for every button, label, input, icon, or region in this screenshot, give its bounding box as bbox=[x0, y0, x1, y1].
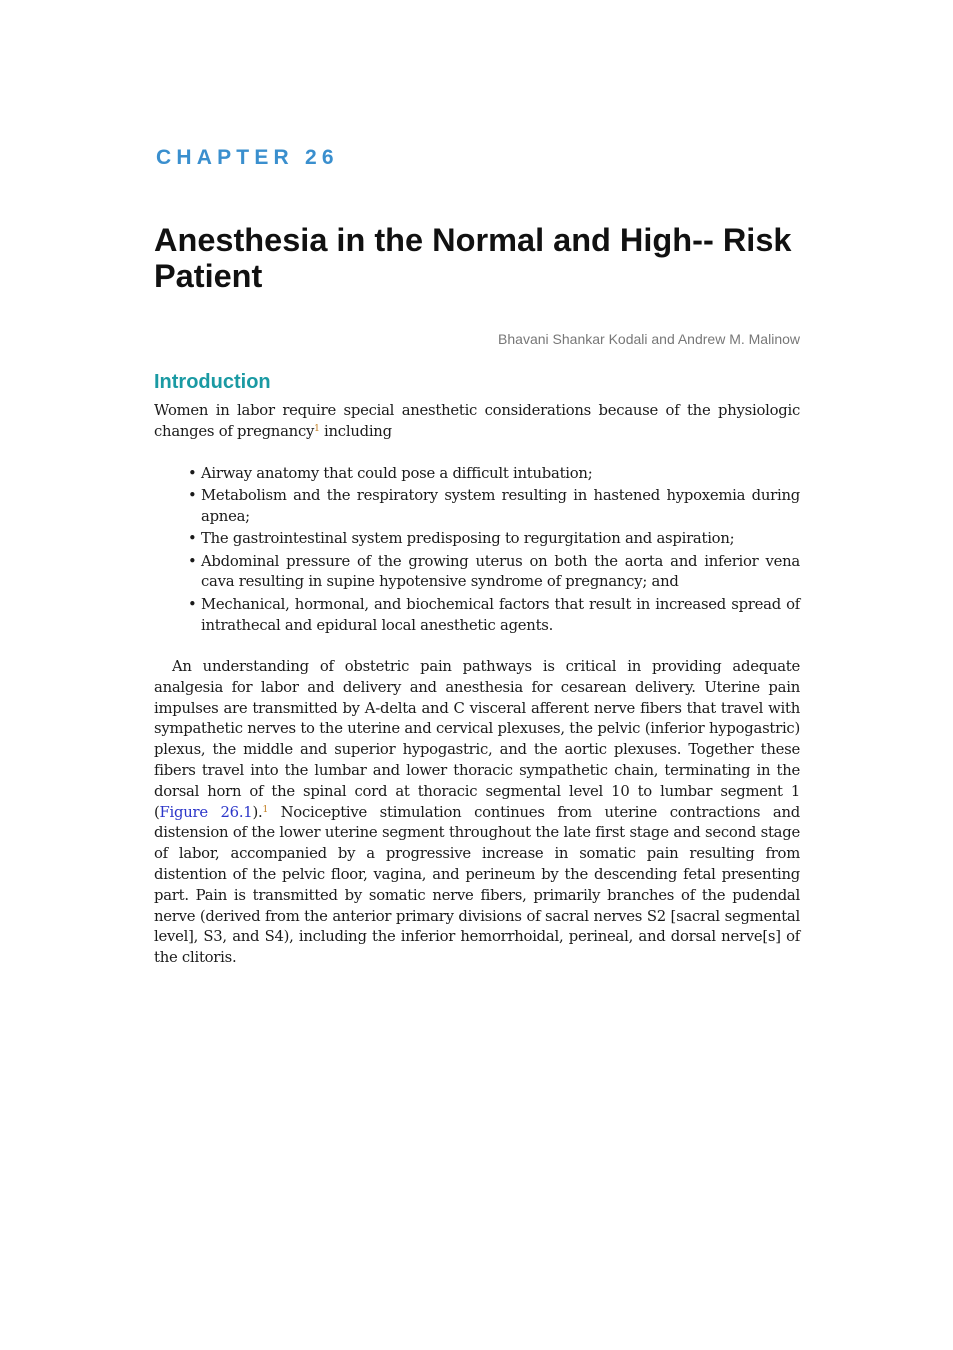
intro-text: Women in labor require special anesthetic considerations because of the physiologic changes of pregnancy bbox=[154, 402, 800, 440]
chapter-label: CHAPTER 26 bbox=[156, 146, 339, 169]
figure-link[interactable]: Figure 26.1 bbox=[159, 803, 253, 821]
bullet-icon: • bbox=[188, 552, 197, 570]
intro-tail: including bbox=[319, 422, 392, 440]
list-item-text: The gastrointestinal system predisposing to regurgitation and aspiration; bbox=[201, 530, 735, 548]
list-item bbox=[188, 595, 800, 637]
reference-superscript[interactable]: 1 bbox=[314, 423, 320, 434]
list-item-text: Abdominal pressure of the growing uterus on both the aorta and inferior vena cava resulting in supine hypotensive syndrome of pregnancy; and bbox=[201, 552, 800, 591]
chapter-authors: Bhavani Shankar Kodali and Andrew M. Malinow bbox=[498, 331, 800, 347]
list-item-text: Mechanical, hormonal, and biochemical factors that result in increased spread of intrathecal and epidural local anesthetic agents. bbox=[201, 595, 800, 634]
bullet-icon: • bbox=[188, 465, 197, 482]
bullet-list bbox=[188, 464, 800, 638]
intro-paragraph bbox=[154, 401, 800, 443]
bullet-icon: • bbox=[188, 530, 197, 548]
bullet-icon: • bbox=[188, 487, 197, 505]
paragraph-text: An understanding of obstetric pain pathways is critical in providing adequate analgesia for labor and delivery and anesthesia for cesarean delivery. Uterine pain impulses are transmitted by A-delta and C visceral afferent nerve fibers that travel with sympathetic nerves to the uterine and cervical plexuses, the pelvic (inferior hypogastric) plexus, the middle and superior hypogastric, and the aortic plexuses. Together these fibers travel into the lumbar and lower thoracic sympathetic chain, terminating in the dorsal horn of the spinal cord at thoracic segmental level 10 to lumbar segment 1 ( bbox=[154, 658, 800, 821]
list-item bbox=[188, 486, 800, 528]
section-heading-introduction: Introduction bbox=[154, 371, 271, 393]
list-item bbox=[188, 529, 800, 550]
list-item-text: Metabolism and the respiratory system resulting in hastened hypoxemia during apnea; bbox=[201, 487, 800, 526]
chapter-title: Anesthesia in the Normal and High-- Risk Patient bbox=[154, 222, 792, 294]
list-item-text: Airway anatomy that could pose a difficult intubation; bbox=[201, 465, 593, 482]
paragraph-text: ). bbox=[252, 803, 263, 821]
main-paragraph bbox=[154, 657, 800, 969]
list-item bbox=[188, 464, 800, 485]
bullet-icon: • bbox=[188, 595, 197, 613]
reference-superscript[interactable]: 1 bbox=[262, 804, 268, 815]
list-item bbox=[188, 552, 800, 594]
paragraph-text: Nociceptive stimulation continues from uterine contractions and distension of the lower uterine segment throughout the late first stage and second stage of labor, accompanied by a progressive increase in somatic pain resulting from distention of the pelvic floor, vagina, and perineum by the descending fetal presenting part. Pain is transmitted by somatic nerve fibers, primarily branches of the pudendal nerve (derived from the anterior primary divisions of sacral nerves S2 [sacral segmental level], S3, and S4), including the inferior hemorrhoidal, perineal, and dorsal nerve[s] of the clitoris. bbox=[154, 803, 800, 967]
